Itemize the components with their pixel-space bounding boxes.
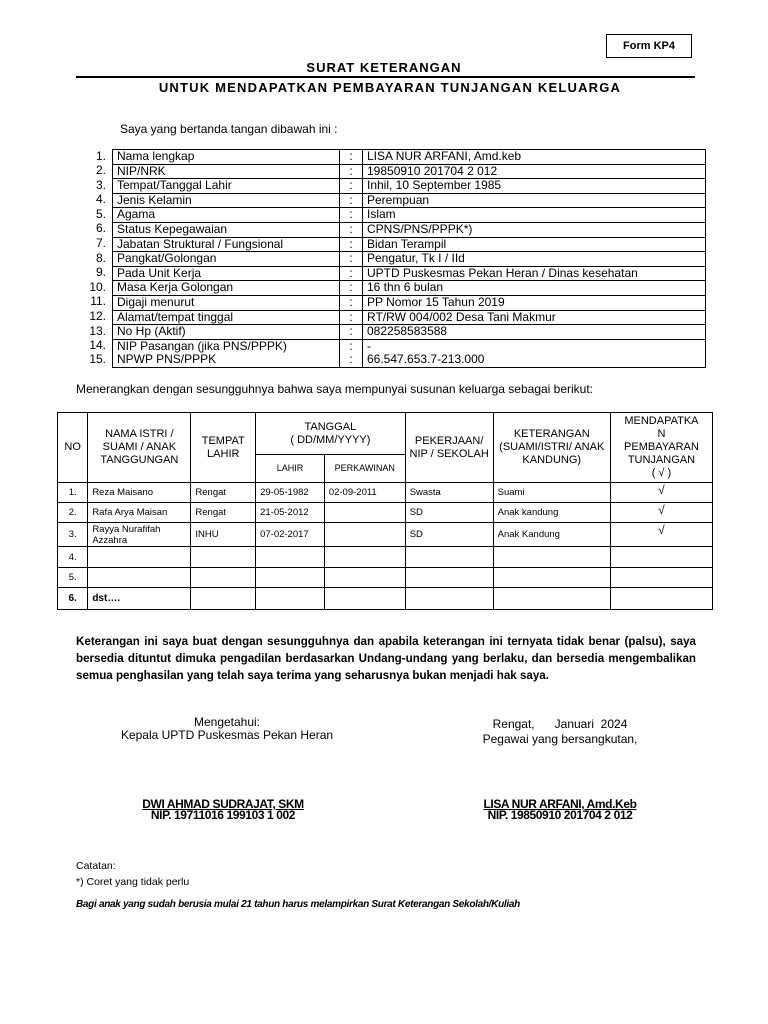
notes-block	[76, 858, 189, 890]
identity-row-colon: :	[340, 353, 363, 367]
identity-row	[76, 252, 706, 267]
identity-row-label: Digaji menurut	[113, 295, 340, 310]
family-row	[58, 547, 713, 568]
identity-row-label: Tempat/Tanggal Lahir	[113, 179, 340, 194]
identity-row-colon: :	[340, 281, 363, 296]
identity-row-value: 16 thn 6 bulan	[363, 281, 706, 296]
family-row-number: 2.	[58, 503, 88, 523]
identity-row-label: Agama	[113, 208, 340, 223]
family-row-marriage-date	[324, 503, 405, 523]
family-row-occupation	[405, 547, 493, 568]
identity-row-colon: :	[340, 325, 363, 340]
family-row-number: 3.	[58, 523, 88, 547]
family-row-marriage-date	[324, 568, 405, 588]
family-row-name: dst….	[88, 588, 191, 610]
identity-row-label: Jenis Kelamin	[113, 193, 340, 208]
family-row-marriage-date	[324, 523, 405, 547]
family-row-relation	[493, 568, 610, 588]
identity-row-value: Pengatur, Tk I / IId	[363, 252, 706, 267]
identity-row-number: 5.	[95, 206, 106, 221]
identity-row	[76, 237, 706, 252]
header-tempat-lahir: TEMPAT LAHIR	[191, 413, 256, 483]
header-mendapatkan	[610, 413, 712, 483]
family-row-occupation	[405, 588, 493, 610]
family-row	[58, 483, 713, 503]
identity-row-label: Pada Unit Kerja	[113, 266, 340, 281]
identity-row	[76, 266, 706, 281]
family-row-occupation: SD	[405, 523, 493, 547]
identity-row	[76, 353, 706, 367]
form-code: Form KP4	[623, 40, 675, 52]
declaration-text: Menerangkan dengan sesungguhnya bahwa saya mempunyai susunan keluarga sebagai berikut:	[76, 382, 594, 396]
identity-row-label: No Hp (Aktif)	[113, 325, 340, 340]
family-row-relation: Anak Kandung	[493, 523, 610, 547]
identity-row-label: Status Kepegawaian	[113, 222, 340, 237]
family-row-allowance-check: √	[610, 483, 712, 503]
document-subtitle: UNTUK MENDAPATKAN PEMBAYARAN TUNJANGAN KELUARGA	[158, 80, 622, 95]
family-row-allowance-check	[610, 588, 712, 610]
family-row-relation	[493, 547, 610, 568]
header-keterangan: KETERANGAN (SUAMI/ISTRI/ ANAK KANDUNG)	[493, 413, 610, 483]
header-no: NO	[58, 413, 88, 483]
family-row-number: 1.	[58, 483, 88, 503]
right-signature-block	[460, 717, 660, 747]
identity-row	[76, 295, 706, 310]
family-row-birthplace: Rengat	[191, 483, 256, 503]
family-row-relation	[493, 588, 610, 610]
identity-row-number: 11.	[90, 294, 106, 309]
right-sign-role: Pegawai yang bersangkutan,	[482, 732, 638, 746]
identity-row	[76, 325, 706, 340]
left-sign-nip: NIP. 19711016 199103 1 002	[150, 808, 296, 822]
identity-row-number: 10.	[89, 279, 106, 294]
identity-row-label: NPWP PNS/PPPK	[113, 353, 340, 367]
right-signature-name-block	[460, 799, 660, 821]
identity-row-number: 12.	[89, 309, 106, 324]
left-signature-block	[112, 716, 342, 741]
identity-row	[76, 281, 706, 296]
header-tanggal-format: ( DD/MM/YYYY)	[290, 433, 371, 446]
identity-row-value: RT/RW 004/002 Desa Tani Makmur	[363, 310, 706, 325]
identity-row-number: 4.	[95, 192, 106, 207]
family-row-name: Rafa Arya Maisan	[88, 503, 191, 523]
header-tanggal-label: TANGGAL	[304, 420, 357, 433]
identity-table	[76, 149, 706, 368]
identity-row-label: Nama lengkap	[113, 150, 340, 165]
identity-row-value: 66.547.653.7-213.000	[363, 353, 706, 367]
header-lahir: LAHIR	[256, 455, 325, 483]
header-mendapatkan-3: PEMBAYARAN	[624, 441, 699, 453]
identity-row	[76, 164, 706, 179]
identity-row	[76, 310, 706, 325]
identity-row-value: LISA NUR ARFANI, Amd.keb	[363, 150, 706, 165]
family-row-birthdate	[256, 568, 325, 588]
family-row-occupation: SD	[405, 503, 493, 523]
identity-row-colon: :	[340, 193, 363, 208]
header-perkawinan: PERKAWINAN	[324, 455, 405, 483]
family-row-birthdate: 07-02-2017	[256, 523, 325, 547]
family-row-name	[88, 547, 191, 568]
place-date: Rengat, Januari 2024	[492, 717, 628, 731]
identity-row-number: 2.	[95, 163, 106, 178]
family-row-name: Rayya Nurafifah Azzahra	[88, 523, 191, 547]
identity-row-colon: :	[340, 310, 363, 325]
family-row-birthdate: 21-05-2012	[256, 503, 325, 523]
identity-row-value: 082258583588	[363, 325, 706, 340]
family-row-birthplace: INHU	[191, 523, 256, 547]
family-row-marriage-date: 02-09-2011	[324, 483, 405, 503]
family-row-allowance-check	[610, 547, 712, 568]
title-divider	[76, 76, 695, 78]
right-sign-name: LISA NUR ARFANI, Amd.Keb	[483, 797, 637, 811]
identity-row-colon: :	[340, 179, 363, 194]
identity-row-value: CPNS/PNS/PPPK*)	[363, 222, 706, 237]
identity-row-value: 19850910 201704 2 012	[363, 164, 706, 179]
family-row	[58, 588, 713, 610]
family-row-occupation	[405, 568, 493, 588]
family-row-number: 6.	[58, 588, 88, 610]
identity-row-label: Jabatan Struktural / Fungsional	[113, 237, 340, 252]
form-code-box	[606, 34, 692, 58]
identity-row-number: 3.	[95, 177, 106, 192]
identity-row-value: UPTD Puskesmas Pekan Heran / Dinas kesehatan	[363, 266, 706, 281]
family-row-allowance-check: √	[610, 523, 712, 547]
family-row-allowance-check: √	[610, 503, 712, 523]
identity-row-label: Alamat/tempat tinggal	[113, 310, 340, 325]
family-row-number: 4.	[58, 547, 88, 568]
identity-row-number: 8.	[95, 250, 106, 265]
family-row-marriage-date	[324, 588, 405, 610]
identity-row-colon: :	[340, 252, 363, 267]
identity-row	[76, 193, 706, 208]
intro-text: Saya yang bertanda tangan dibawah ini :	[120, 122, 338, 136]
document-title: SURAT KETERANGAN	[306, 60, 462, 75]
left-sign-position: Kepala UPTD Puskesmas Pekan Heran	[120, 728, 334, 742]
notes-title: Catatan:	[76, 860, 116, 872]
left-sign-name: DWI AHMAD SUDRAJAT, SKM	[142, 797, 304, 811]
family-row-allowance-check	[610, 568, 712, 588]
mengetahui-label: Mengetahui:	[193, 715, 261, 729]
identity-row	[76, 179, 706, 194]
family-row-birthdate	[256, 588, 325, 610]
family-row-relation: Anak kandung	[493, 503, 610, 523]
left-signature-name-block	[108, 799, 338, 821]
identity-row-number: 1.	[95, 148, 106, 163]
identity-row-value: Bidan Terampil	[363, 237, 706, 252]
family-row-birthplace	[191, 568, 256, 588]
identity-row-value: PP Nomor 15 Tahun 2019	[363, 295, 706, 310]
statement-text: Keterangan ini saya buat dengan sesungguhnya dan apabila keterangan ini ternyata tidak benar (palsu), saya bersedia dituntut dimuka pengadilan berdasarkan Undang-undang yang berlaku, dan bersedia mengembalikan semua penghasilan yang telah saya terima yang seharusnya bukan menjadi hak saya.	[76, 635, 696, 682]
family-row-birthplace: Rengat	[191, 503, 256, 523]
identity-row-number: 6.	[95, 221, 106, 236]
identity-row-label: NIP Pasangan (jika PNS/PPPK)	[113, 339, 340, 353]
identity-row-value: Perempuan	[363, 193, 706, 208]
identity-row-number: 13.	[89, 323, 106, 338]
header-mendapatkan-4: TUNJANGAN	[627, 454, 696, 466]
identity-row-colon: :	[340, 266, 363, 281]
identity-row-colon: :	[340, 237, 363, 252]
identity-row-colon: :	[340, 208, 363, 223]
right-sign-nip: NIP. 19850910 201704 2 012	[487, 808, 633, 822]
identity-row-number: 15.	[89, 352, 106, 367]
identity-row	[76, 150, 706, 165]
header-mendapatkan-2: N	[657, 428, 666, 440]
identity-row-colon: :	[340, 295, 363, 310]
identity-row-colon: :	[340, 164, 363, 179]
identity-row-colon: :	[340, 222, 363, 237]
footnote: Bagi anak yang sudah berusia mulai 21 tahun harus melampirkan Surat Keterangan Sekolah/Kuliah	[76, 899, 520, 910]
family-row-birthdate: 29-05-1982	[256, 483, 325, 503]
family-row-birthdate	[256, 547, 325, 568]
family-row-name: Reza Maisano	[88, 483, 191, 503]
family-row-name	[88, 568, 191, 588]
family-row	[58, 568, 713, 588]
identity-row-number: 9.	[95, 265, 106, 280]
family-row-marriage-date	[324, 547, 405, 568]
identity-row	[76, 208, 706, 223]
identity-row-label: NIP/NRK	[113, 164, 340, 179]
header-mendapatkan-1: MENDAPATKA	[624, 415, 699, 427]
notes-text: *) Coret yang tidak perlu	[76, 876, 190, 888]
identity-row-colon: :	[340, 150, 363, 165]
identity-row-value: -	[363, 339, 706, 353]
family-row-birthplace	[191, 588, 256, 610]
header-pekerjaan: PEKERJAAN/ NIP / SEKOLAH	[405, 413, 493, 483]
family-table	[57, 412, 713, 610]
header-nama: NAMA ISTRI / SUAMI / ANAK TANGGUNGAN	[88, 413, 191, 483]
identity-row-colon: :	[340, 339, 363, 353]
identity-row	[76, 339, 706, 353]
family-row-relation: Suami	[493, 483, 610, 503]
identity-row-value: Inhil, 10 September 1985	[363, 179, 706, 194]
identity-row	[76, 222, 706, 237]
family-row	[58, 523, 713, 547]
identity-row-label: Pangkat/Golongan	[113, 252, 340, 267]
identity-row-value: Islam	[363, 208, 706, 223]
family-row	[58, 503, 713, 523]
identity-row-label: Masa Kerja Golongan	[113, 281, 340, 296]
family-row-number: 5.	[58, 568, 88, 588]
header-tanggal	[256, 413, 406, 455]
identity-row-number: 7.	[95, 236, 106, 251]
family-row-birthplace	[191, 547, 256, 568]
header-mendapatkan-5: ( √ )	[651, 467, 672, 479]
family-row-occupation: Swasta	[405, 483, 493, 503]
identity-row-number: 14.	[89, 338, 106, 353]
